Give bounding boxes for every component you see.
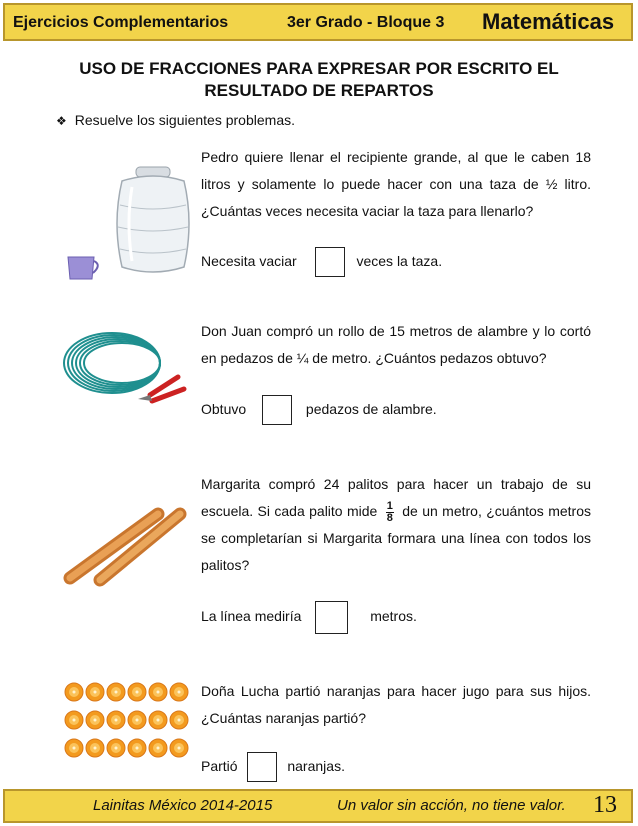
wooden-sticks-illustration	[62, 500, 192, 590]
fraction-numerator: 1	[386, 499, 393, 512]
orange-slice-icon	[149, 711, 167, 729]
problem-4-answer	[201, 750, 345, 782]
orange-slice-icon	[149, 739, 167, 757]
wire-roll-and-pliers-illustration	[60, 325, 195, 410]
title-line-1: USO DE FRACCIONES PARA EXPRESAR POR ESCRITO EL	[79, 59, 559, 78]
fraction-denominator: 8	[386, 511, 393, 524]
answer-4-suffix: naranjas.	[287, 758, 345, 774]
answer-2-suffix: pedazos de alambre.	[305, 401, 437, 417]
instruction-text: Resuelve los siguientes problemas.	[74, 112, 295, 128]
fraction-one-eighth	[386, 501, 394, 524]
orange-slice-icon	[170, 711, 188, 729]
problem-2-text: Don Juan compró un rollo de 15 metros de alambre y lo cortó en pedazos de ¼ de metro. ¿Cuántos pedazos obtuvo?	[201, 323, 591, 366]
orange-slice-icon	[107, 739, 125, 757]
header-subject-label: Ejercicios Complementarios	[13, 14, 229, 31]
page-title	[0, 58, 638, 102]
measuring-cup-icon	[68, 257, 98, 279]
answer-4-box[interactable]	[247, 752, 277, 782]
header-title: Matemáticas	[482, 9, 615, 34]
orange-slice-icon	[107, 683, 125, 701]
instruction	[56, 112, 295, 128]
problem-1-text: Pedro quiere llenar el recipiente grande, al que le caben 18 litros y solamente lo puede hacer con una taza de ½ litro. ¿Cuántas veces necesita vaciar la taza para llenarlo?	[201, 149, 591, 219]
problem-3-text	[201, 471, 591, 579]
glass-jar-and-cup-illustration	[62, 163, 192, 283]
orange-slice-icon	[170, 683, 188, 701]
orange-slice-icon	[86, 683, 104, 701]
problem-3-text-a: Margarita compró 24 palitos para hacer un trabajo de su escuela. Si cada palito mide	[201, 476, 591, 519]
answer-1-box[interactable]	[315, 247, 345, 277]
answer-1-suffix: veces la taza.	[356, 253, 443, 269]
orange-slices-illustration	[64, 682, 190, 762]
footer-author: Lainitas México 2014-2015	[93, 797, 273, 814]
footer-motto: Un valor sin acción, no tiene valor.	[337, 797, 566, 814]
orange-slice-icon	[170, 739, 188, 757]
orange-slice-icon	[86, 739, 104, 757]
footer-band	[3, 789, 633, 823]
wire-coil-icon	[64, 333, 160, 393]
answer-4-prefix: Partió	[201, 758, 238, 774]
glass-jar-icon	[117, 167, 189, 272]
orange-slice-icon	[107, 711, 125, 729]
orange-slice-icon	[65, 739, 83, 757]
orange-slice-icon	[128, 711, 146, 729]
answer-3-box[interactable]	[315, 601, 348, 634]
orange-slice-icon	[65, 683, 83, 701]
answer-2-box[interactable]	[262, 395, 292, 425]
page-number: 13	[593, 792, 617, 818]
header-grade-label: 3er Grado - Bloque 3	[287, 14, 445, 31]
answer-3-prefix: La línea mediría	[201, 608, 302, 624]
header-band	[3, 3, 633, 41]
orange-slice-icon	[86, 711, 104, 729]
diamond-bullet-icon: ❖	[56, 114, 67, 128]
problem-3-text-b: de un metro, ¿cuántos metros se completarían si Margarita formara una línea con todos los palitos?	[201, 503, 591, 573]
answer-1-prefix: Necesita vaciar	[201, 253, 297, 269]
orange-slice-icon	[128, 739, 146, 757]
answer-3-suffix: metros.	[370, 608, 417, 624]
problem-2-answer	[201, 393, 437, 425]
orange-slice-icon	[149, 683, 167, 701]
problem-3-answer	[201, 600, 417, 632]
orange-slice-icon	[65, 711, 83, 729]
problem-1-answer	[201, 245, 442, 277]
answer-2-prefix: Obtuvo	[201, 401, 247, 417]
problem-4-text: Doña Lucha partió naranjas para hacer jugo para sus hijos. ¿Cuántas naranjas partió?	[201, 683, 591, 726]
orange-slice-icon	[128, 683, 146, 701]
title-line-2: RESULTADO DE REPARTOS	[204, 81, 434, 100]
